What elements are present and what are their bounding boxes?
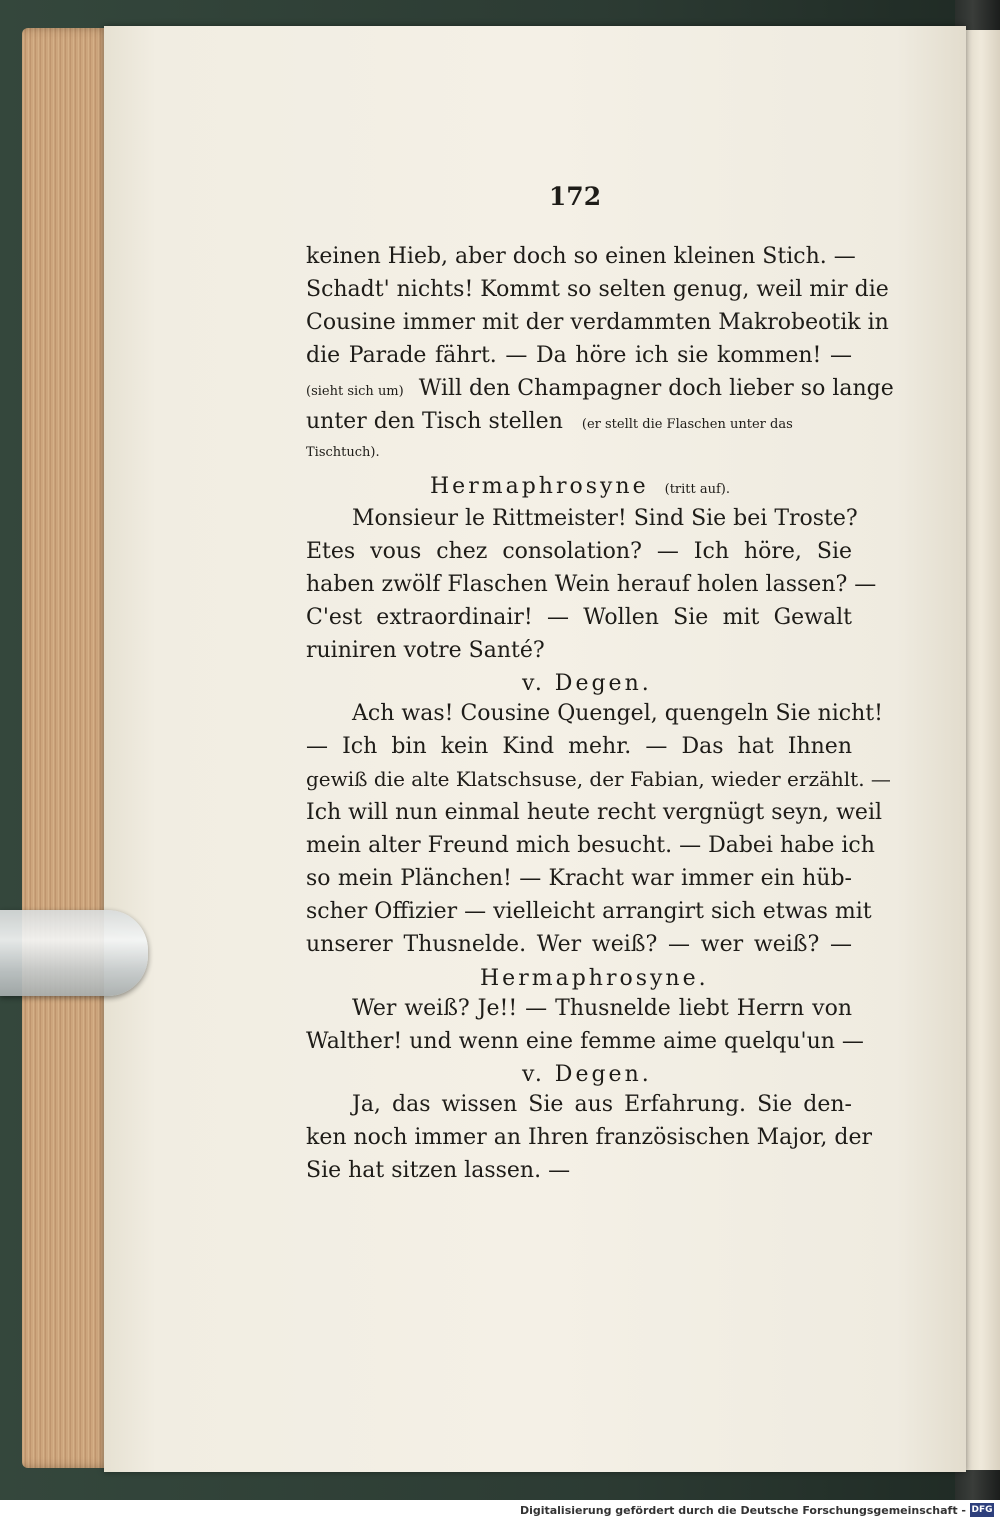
text-line: ruiniren votre Santé? <box>306 638 545 663</box>
speaker-heading: v. Degen. <box>522 1062 652 1087</box>
funding-notice: Digitalisierung gefördert durch die Deutsche Forschungsgemeinschaft - <box>519 1504 966 1517</box>
speaker-heading: Hermaphrosyne. <box>480 966 709 991</box>
text-line: scher Offizier — vielleicht arrangirt sich etwas mit <box>306 899 872 924</box>
speaker-heading: v. Degen. <box>522 671 652 696</box>
speaker-name: Hermaphrosyne <box>430 474 649 499</box>
text-fragment: Will den Champagner doch lieber so lange <box>418 376 894 401</box>
text-line: keinen Hieb, aber doch so einen kleinen Stich. — <box>306 244 856 269</box>
text-line: Ich will nun einmal heute recht vergnügt seyn, weil <box>306 800 883 825</box>
scanner-page-clip <box>0 910 148 996</box>
text-line: Etes vous chez consolation? — Ich höre, Sie <box>306 539 852 564</box>
text-line: gewiß die alte Klatschsuse, der Fabian, wieder erzählt. — <box>306 767 891 791</box>
text-line: Schadt' nichts! Kommt so selten genug, weil mir die <box>306 277 889 302</box>
text-line: Ach was! Cousine Quengel, quengeln Sie nicht! <box>352 701 883 726</box>
dfg-logo: DFG <box>971 1505 993 1515</box>
text-line: Walther! und wenn eine femme aime quelqu'un — <box>306 1029 864 1054</box>
text-line-with-direction <box>306 411 852 433</box>
text-line: haben zwölf Flaschen Wein herauf holen lassen? — <box>306 572 877 597</box>
page-number: 172 <box>548 182 602 211</box>
text-line: die Parade fährt. — Da höre ich sie kommen! — <box>306 343 852 368</box>
stage-direction: (tritt auf). <box>664 482 731 497</box>
text-line-with-direction <box>306 376 894 401</box>
text-line: — Ich bin kein Kind mehr. — Das hat Ihnen <box>306 734 852 759</box>
speaker-heading <box>430 474 730 499</box>
stage-direction: Tischtuch). <box>306 445 380 460</box>
text-line: Sie hat sitzen lassen. — <box>306 1158 571 1183</box>
text-line: C'est extraordinair! — Wollen Sie mit Gewalt <box>306 605 852 630</box>
facing-page-edge <box>960 30 1000 1470</box>
text-line: Wer weiß? Je!! — Thusnelde liebt Herrn von <box>352 996 852 1021</box>
text-fragment: unter den Tisch stellen <box>306 409 563 434</box>
text-line: Monsieur le Rittmeister! Sind Sie bei Troste? <box>352 506 858 531</box>
text-line: so mein Plänchen! — Kracht war immer ein hüb- <box>306 866 852 891</box>
text-line: Cousine immer mit der verdammten Makrobeotik in <box>306 310 889 335</box>
footer-bar <box>0 1500 1000 1521</box>
stage-direction: (sieht sich um) <box>306 384 404 399</box>
text-line: ken noch immer an Ihren französischen Major, der <box>306 1125 873 1150</box>
text-line: Ja, das wissen Sie aus Erfahrung. Sie den- <box>352 1092 852 1117</box>
text-line: unserer Thusnelde. Wer weiß? — wer weiß? — <box>306 932 852 957</box>
stage-direction: (er stellt die Flaschen unter das <box>581 417 793 432</box>
text-line: mein alter Freund mich besucht. — Dabei habe ich <box>306 833 875 858</box>
book-page-edges <box>22 28 114 1468</box>
